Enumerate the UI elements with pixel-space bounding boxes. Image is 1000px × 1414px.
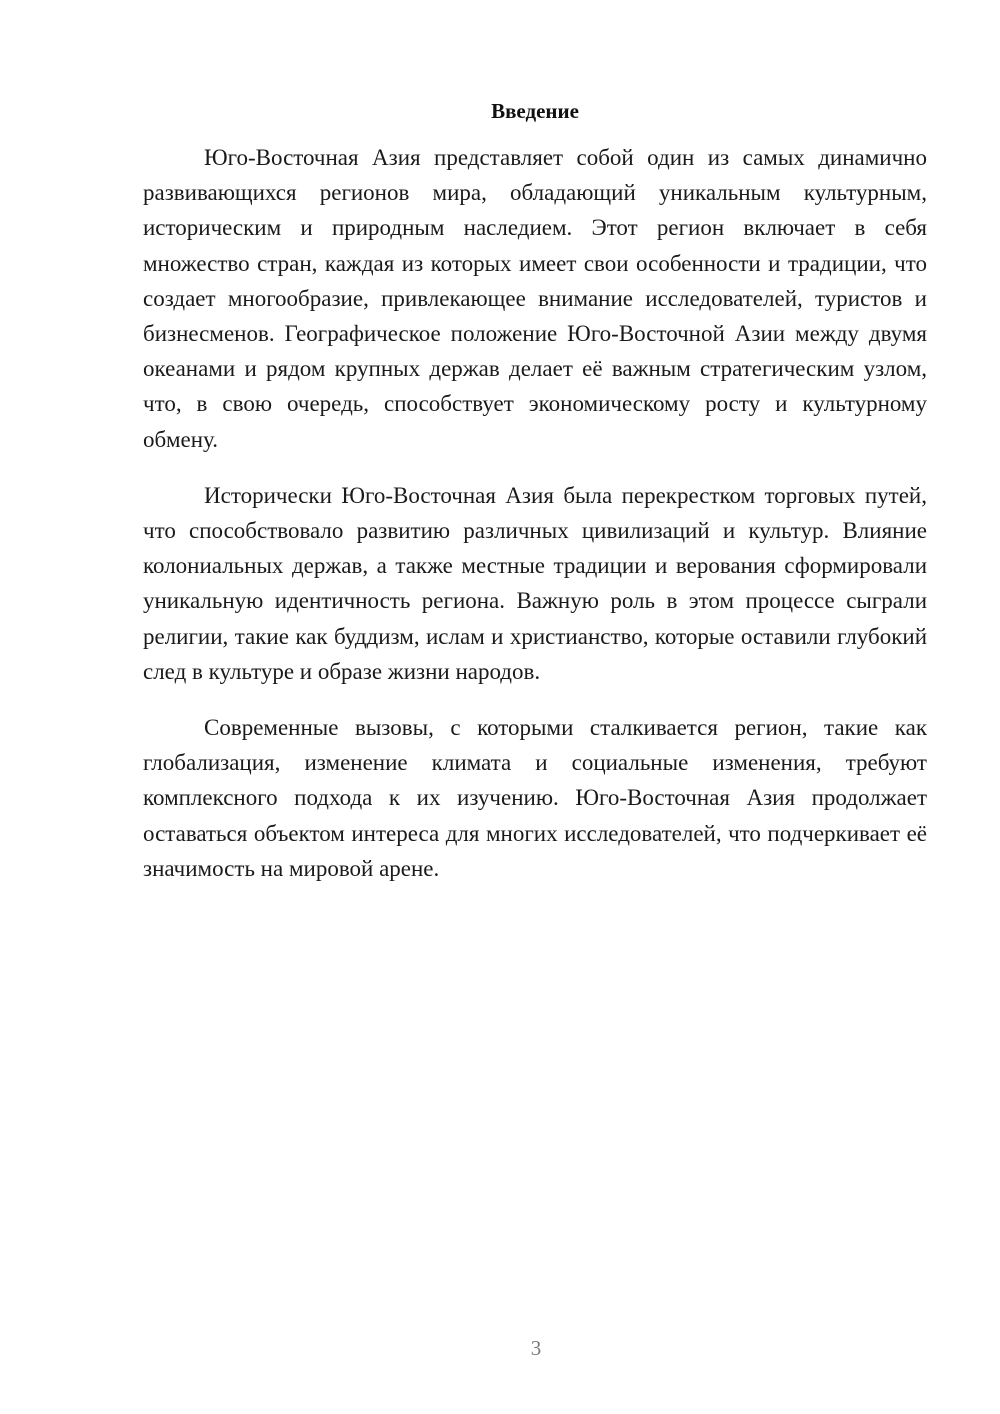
page-number: 3 (530, 1336, 542, 1360)
paragraph-1: Юго-Восточная Азия представляет собой один из самых динамично развивающихся регионов мира, обладающий уникальным культурным, историческим и природным наследием. Этот регион включает в себя множество стран, каждая из которых имеет свои особенности и традиции, что создает многообразие, привлекающее внимание исследователей, туристов и бизнесменов. Географическое положение Юго-Восточной Азии между двумя океанами и рядом крупных держав делает её важным стратегическим узлом, что, в свою очередь, способствует экономическому росту и культурному обмену. (143, 145, 927, 452)
page-content (143, 96, 927, 907)
paragraph-2: Исторически Юго-Восточная Азия была перекрестком торговых путей, что способствовало развитию различных цивилизаций и культур. Влияние колониальных держав, а также местные традиции и верования сформировали уникальную идентичность региона. Важную роль в этом процессе сыграли религии, такие как буддизм, ислам и христианство, которые оставили глубокий след в культуре и образе жизни народов. (143, 482, 927, 684)
section-heading: Введение (491, 99, 579, 123)
paragraph-3: Современные вызовы, с которыми сталкивается регион, такие как глобализация, изменение климата и социальные изменения, требуют комплексного подхода к их изучению. Юго-Восточная Азия продолжает оставаться объектом интереса для многих исследователей, что подчеркивает её значимость на мировой арене. (143, 715, 927, 881)
